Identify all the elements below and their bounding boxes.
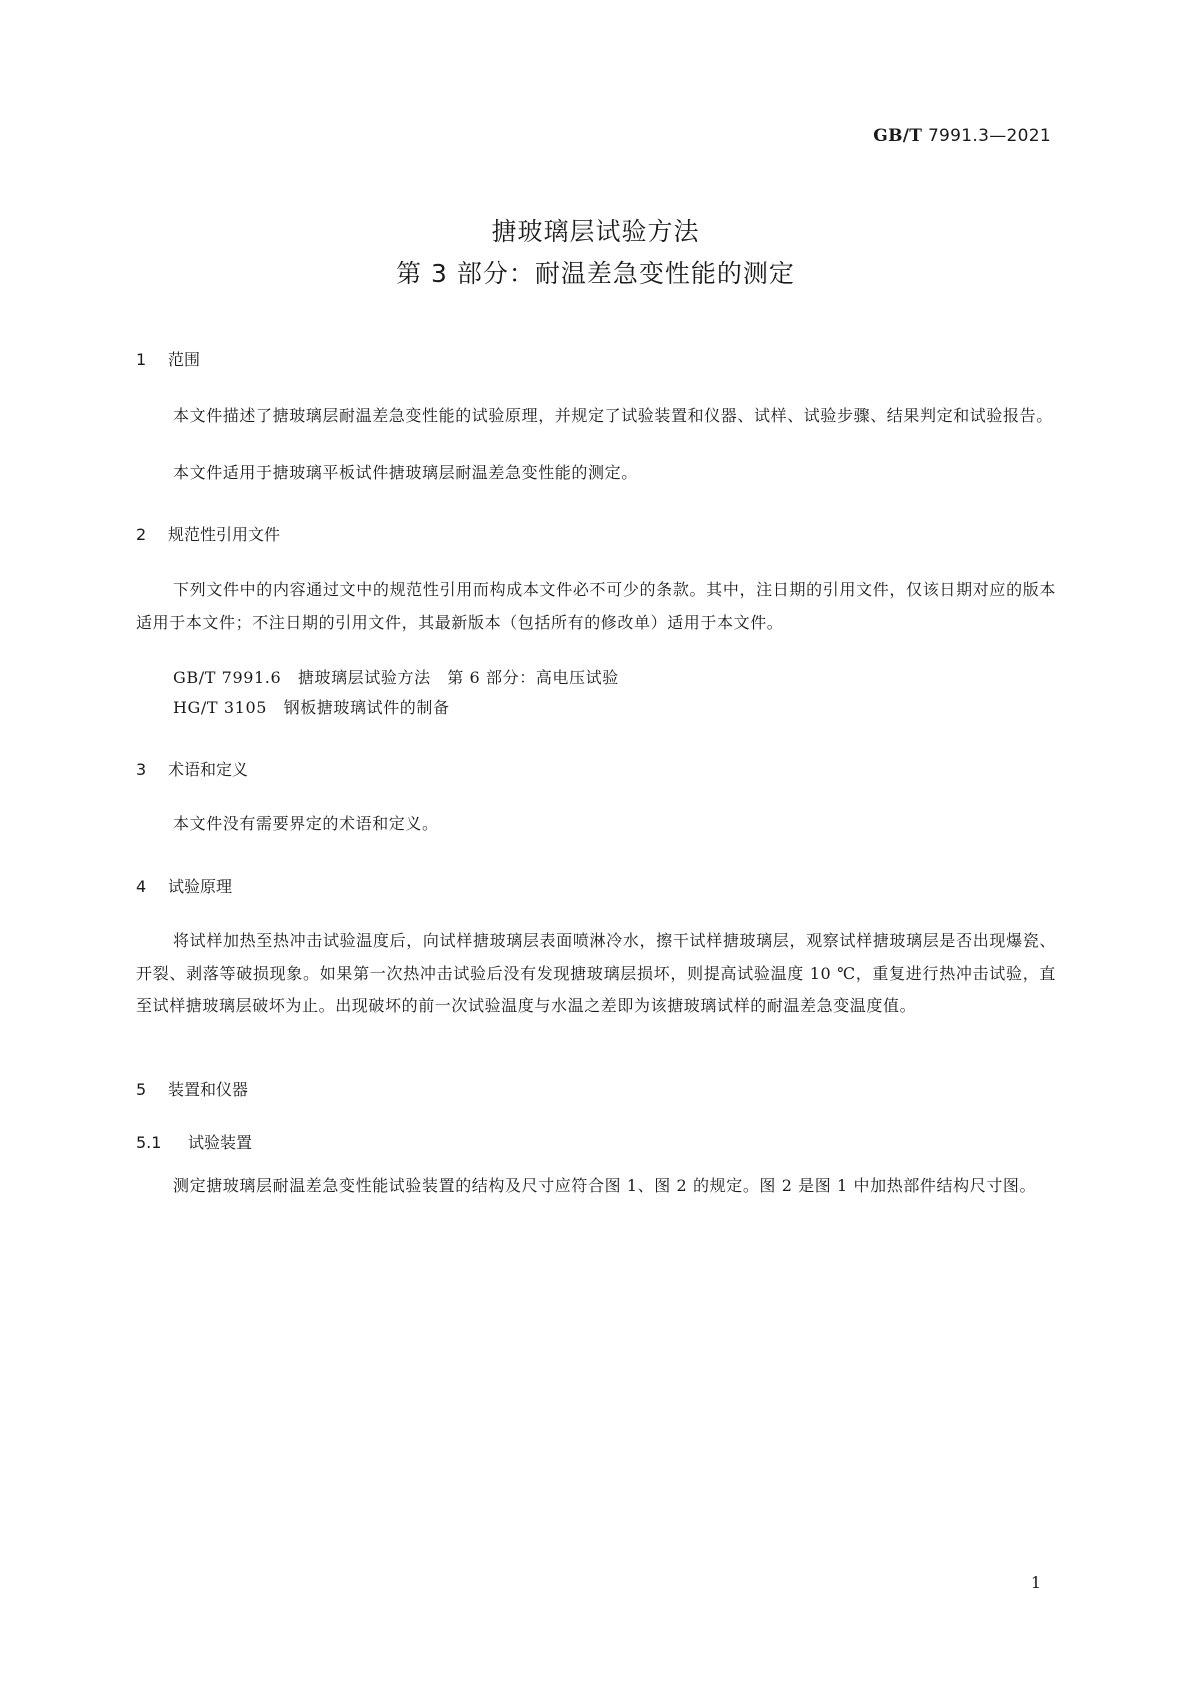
reference-gbt-7991-6: GB/T 7991.6 搪玻璃层试验方法 第 6 部分：高电压试验 bbox=[173, 668, 619, 687]
reference-hgt-3105: HG/T 3105 钢板搪玻璃试件的制备 bbox=[173, 698, 450, 717]
document-subtitle: 第 3 部分：耐温差急变性能的测定 bbox=[396, 259, 795, 288]
section-heading-3: 3 术语和定义 bbox=[136, 760, 249, 779]
paragraph-principle: 将试样加热至热冲击试验温度后，向试样搪玻璃层表面喷淋冷水，擦干试样搪玻璃层，观察试样搪玻璃层是否出现爆瓷、开裂、剥落等破损现象。如果第一次热冲击试验后没有发现搪玻璃层损坏，则提高试验温度 10 ℃，重复进行热冲击试验，直至试样搪玻璃层破坏为止。出现破坏的前一次试验温度与水温之差即为该搪玻璃试样的耐温差急变温度值。 bbox=[136, 931, 1056, 1015]
paragraph-scope: 本文件描述了搪玻璃层耐温差急变性能的试验原理，并规定了试验装置和仪器、试样、试验步骤、结果判定和试验报告。 bbox=[173, 406, 1053, 425]
page-number: 1 bbox=[1030, 1573, 1041, 1592]
paragraph-test-apparatus: 测定搪玻璃层耐温差急变性能试验装置的结构及尺寸应符合图 1、图 2 的规定。图 2 是图 1 中加热部件结构尺寸图。 bbox=[173, 1176, 1037, 1195]
paragraph-scope-applicability: 本文件适用于搪玻璃平板试件搪玻璃层耐温差急变性能的测定。 bbox=[173, 463, 638, 482]
section-heading-5-1: 5.1 试验装置 bbox=[136, 1133, 253, 1152]
paragraph-normative-references: 下列文件中的内容通过文中的规范性引用而构成本文件必不可少的条款。其中，注日期的引用文件，仅该日期对应的版本适用于本文件；不注日期的引用文件，其最新版本（包括所有的修改单）适用于本文件。 bbox=[136, 580, 1056, 632]
section-heading-5: 5 装置和仪器 bbox=[136, 1080, 249, 1099]
section-heading-2: 2 规范性引用文件 bbox=[136, 525, 281, 544]
section-heading-1: 1 范围 bbox=[136, 350, 201, 369]
standard-code: GB/T 7991.3—2021 bbox=[873, 126, 1051, 146]
document-title: 搪玻璃层试验方法 bbox=[491, 217, 700, 246]
paragraph-terms: 本文件没有需要界定的术语和定义。 bbox=[173, 814, 439, 833]
section-heading-4: 4 试验原理 bbox=[136, 877, 233, 896]
